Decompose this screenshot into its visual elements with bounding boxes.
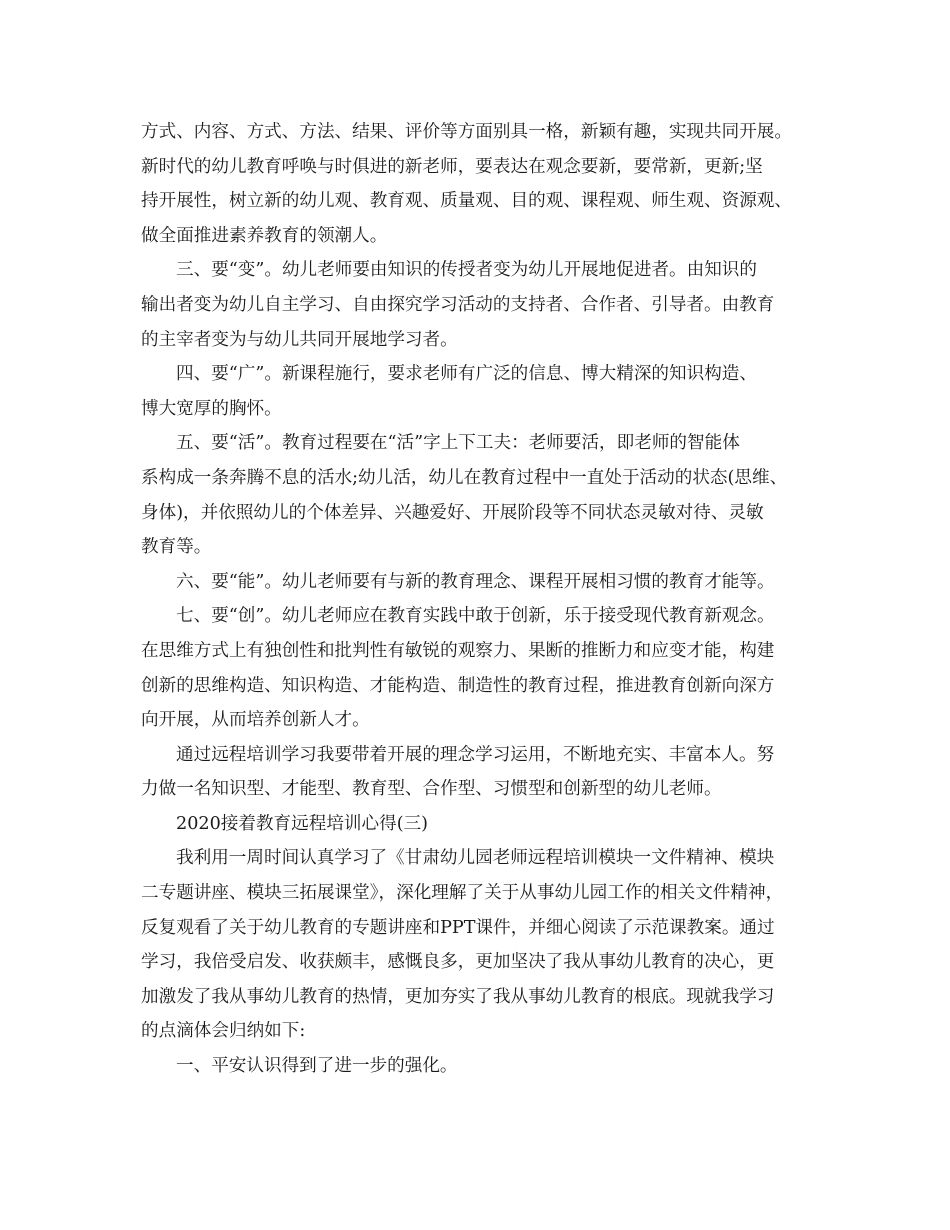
text-line: 在思维方式上有独创性和批判性有敏锐的观察力、果断的推断力和应变才能，构建 [141,640,775,661]
text-line: 力做一名知识型、才能型、教育型、合作型、习惯型和创新型的幼儿老师。 [141,779,722,800]
text-line: 持开展性，树立新的幼儿观、教育观、质量观、目的观、课程观、师生观、资源观、 [141,191,792,212]
text-line: 系构成一条奔腾不息的活水;幼儿活，幼儿在教育过程中一直处于活动的状态(思维、 [141,467,788,488]
text-line: 的主宰者变为与幼儿共同开展地学习者。 [141,329,458,350]
text-line: 七、要“创”。幼儿老师应在教育实践中敢于创新，乐于接受现代教育新观念。 [176,606,775,627]
text-line: 做全面推进素养教育的领潮人。 [141,225,388,246]
text-line: 加激发了我从事幼儿教育的热情，更加夯实了我从事幼儿教育的根底。现就我学习 [141,986,775,1007]
text-line: 输出者变为幼儿自主学习、自由探究学习活动的支持者、合作者、引导者。由教育 [141,294,775,315]
text-line: 我利用一周时间认真学习了《甘肃幼儿园老师远程培训模块一文件精神、模块 [176,848,775,869]
section-heading: 2020接着教育远程培训心得(三) [176,813,429,834]
text-line: 学习，我倍受启发、收获颇丰，感慨良多，更加坚决了我从事幼儿教育的决心，更 [141,952,775,973]
text-line: 二专题讲座、模块三拓展课堂》，深化理解了关于从事幼儿园工作的相关文件精神， [141,883,784,904]
text-line: 通过远程培训学习我要带着开展的理念学习运用，不断地充实、丰富本人。努 [176,744,775,765]
text-line: 三、要“变”。幼儿老师要由知识的传授者变为幼儿开展地促进者。由知识的 [176,260,757,281]
text-line: 方式、内容、方式、方法、结果、评价等方面别具一格，新颖有趣，实现共同开展。 [141,122,792,142]
text-line: 五、要“活”。教育过程要在“活”字上下工夫：老师要活，即老师的智能体 [176,433,740,454]
text-line: 一、平安认识得到了进一步的强化。 [176,1056,458,1077]
text-line: 反复观看了关于幼儿教育的专题讲座和PPT课件，并细心阅读了示范课教案。通过 [141,917,775,938]
text-line: 新时代的幼儿教育呼唤与时俱进的新老师，要表达在观念要新，要常新，更新;坚 [141,156,763,177]
text-line: 六、要“能”。幼儿老师要有与新的教育理念、课程开展相习惯的教育才能等。 [176,571,775,592]
text-line: 博大宽厚的胸怀。 [141,398,282,419]
text-line: 的点滴体会归纳如下: [141,1021,306,1042]
text-line: 身体)，并依照幼儿的个体差异、兴趣爱好、开展阶段等不同状态灵敏对待、灵敏 [141,502,764,523]
document-body [141,115,831,1084]
text-line: 创新的思维构造、知识构造、才能构造、制造性的教育过程，推进教育创新向深方 [141,675,775,696]
text-line: 四、要“广”。新课程施行，要求老师有广泛的信息、博大精深的知识构造、 [176,364,757,385]
text-line: 教育等。 [141,537,212,558]
text-line: 向开展，从而培养创新人才。 [141,710,370,731]
